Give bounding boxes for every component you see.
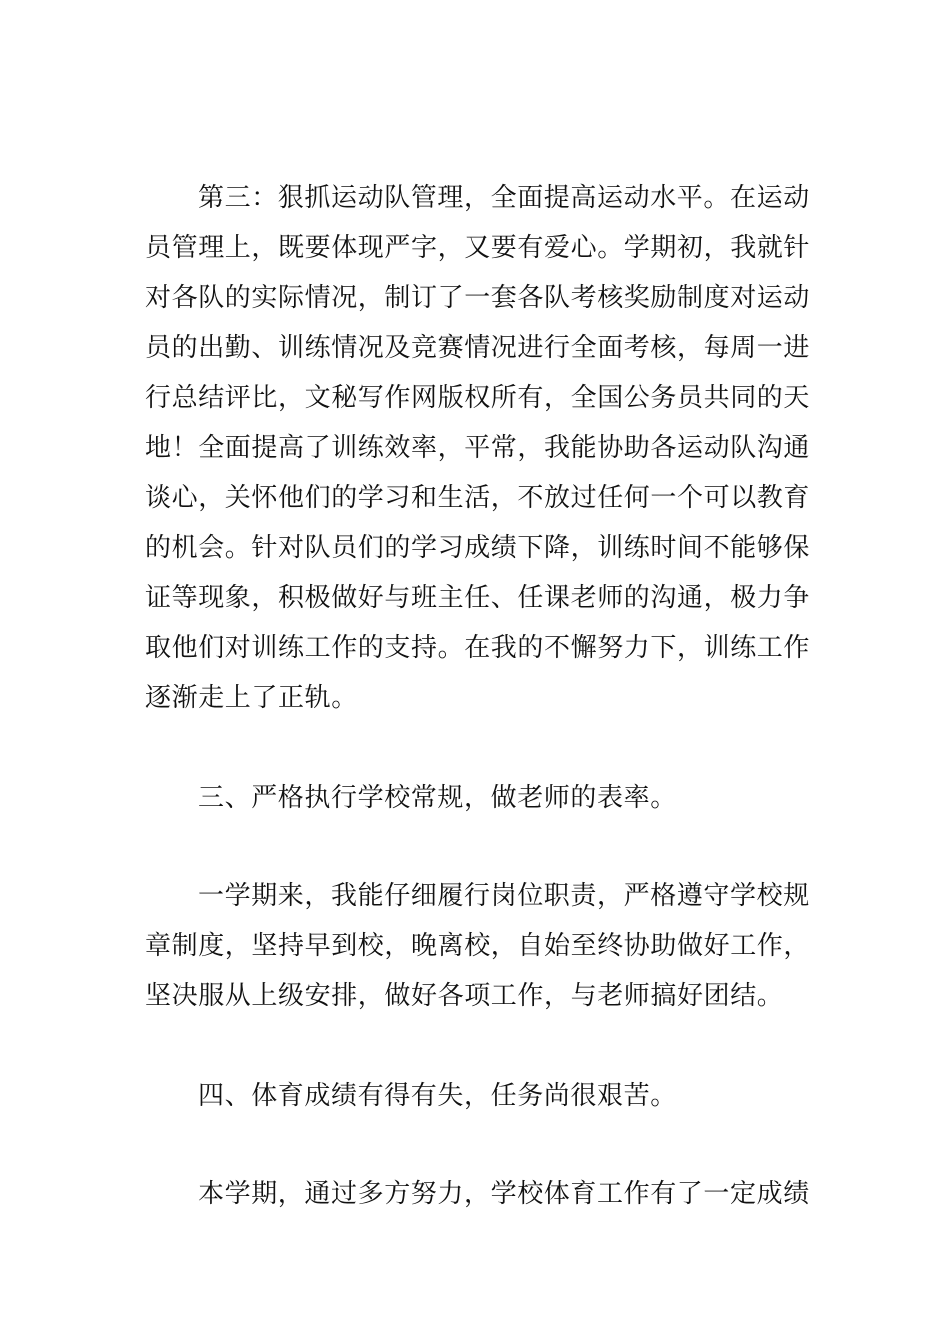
- paragraph-2-line-2: 章制度，坚持早到校，晚离校，自始至终协助做好工作，: [145, 931, 811, 961]
- paragraph-1-line-10: 取他们对训练工作的支持。在我的不懈努力下，训练工作: [145, 633, 811, 663]
- paragraph-1-line-5: 行总结评比，文秘写作网版权所有，全国公务员共同的天: [145, 383, 811, 413]
- paragraph-2-line-1: 一学期来，我能仔细履行岗位职责，严格遵守学校规: [198, 881, 810, 911]
- paragraph-3-line-1: 本学期，通过多方努力，学校体育工作有了一定成绩: [198, 1179, 810, 1209]
- paragraph-1-line-4: 员的出勤、训练情况及竞赛情况进行全面考核，每周一进: [145, 333, 811, 363]
- section-heading-three: 三、严格执行学校常规，做老师的表率。: [198, 783, 677, 813]
- paragraph-1-line-6: 地！全面提高了训练效率，平常，我能协助各运动队沟通: [145, 433, 811, 463]
- section-heading-four: 四、体育成绩有得有失，任务尚很艰苦。: [198, 1081, 677, 1111]
- paragraph-2-line-3: 坚决服从上级安排，做好各项工作，与老师搞好团结。: [145, 981, 784, 1011]
- paragraph-1-line-1: 第三：狠抓运动队管理，全面提高运动水平。在运动: [198, 183, 810, 213]
- paragraph-1-line-8: 的机会。针对队员们的学习成绩下降，训练时间不能够保: [145, 533, 811, 563]
- paragraph-1-line-3: 对各队的实际情况，制订了一套各队考核奖励制度对运动: [145, 283, 811, 313]
- paragraph-1-line-9: 证等现象，积极做好与班主任、任课老师的沟通，极力争: [145, 583, 811, 613]
- paragraph-1-line-2: 员管理上，既要体现严字，又要有爱心。学期初，我就针: [145, 233, 811, 263]
- paragraph-1-line-11: 逐渐走上了正轨。: [145, 683, 358, 713]
- paragraph-1-line-7: 谈心，关怀他们的学习和生活，不放过任何一个可以教育: [145, 483, 811, 513]
